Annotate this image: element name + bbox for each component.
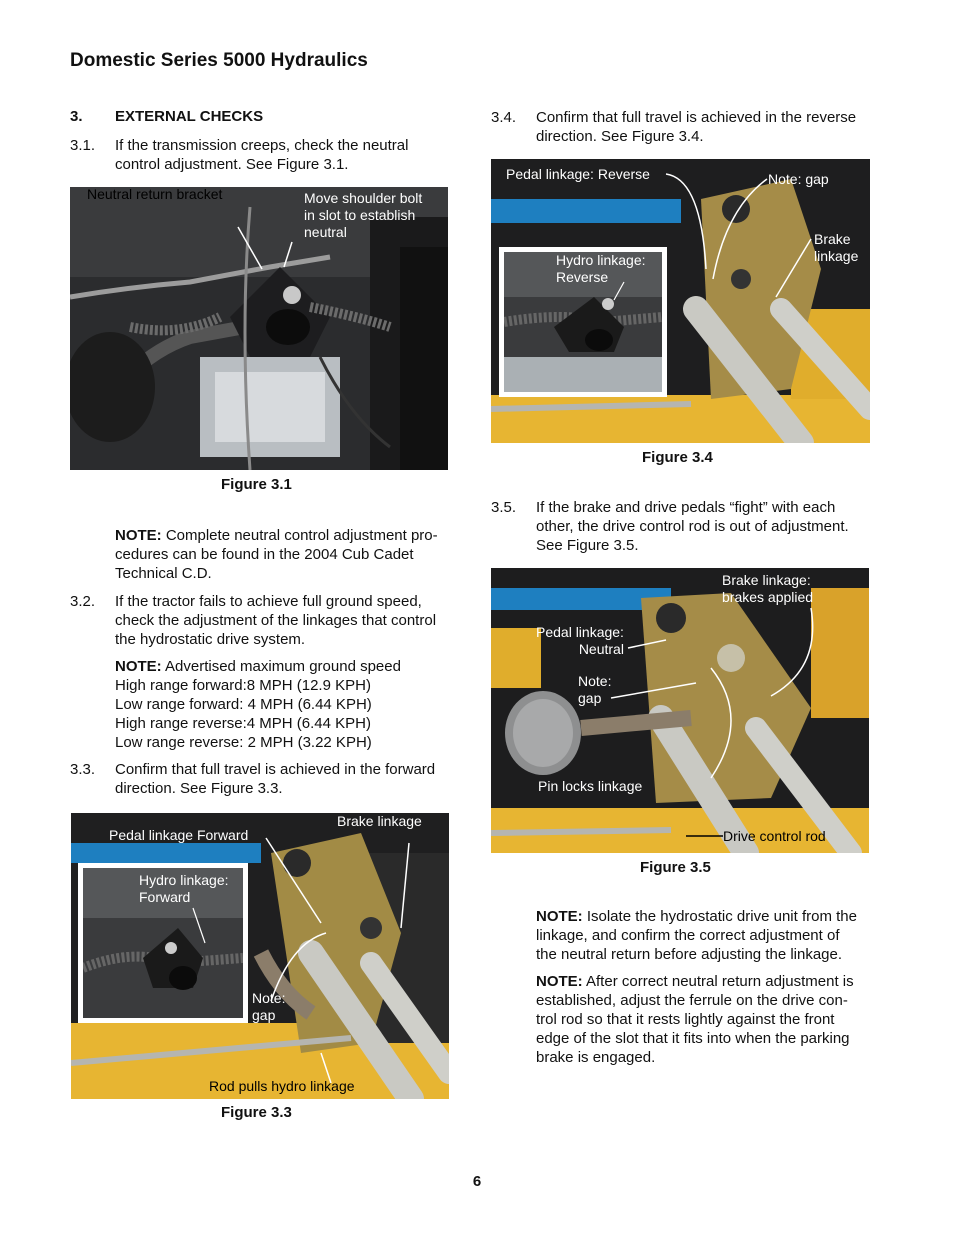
section-title: EXTERNAL CHECKS [115,108,264,125]
figure-3-1-photo [70,187,448,470]
figure-label: Move shoulder bolt in slot to establish neutral [304,190,423,240]
step-text: Confirm that full travel is achieved in the reverse direction. See Figure 3.4. [536,109,857,145]
figure-caption: Figure 3.4 [642,449,713,466]
step-text: If the brake and drive pedals “fight” with each other, the drive control rod is out of adjustment. See Figure 3.5. [536,499,849,554]
section-number: 3. [70,108,83,125]
figure-inset [499,247,667,397]
figure-label: Brake linkage: brakes applied [722,572,814,605]
figure-caption: Figure 3.1 [221,476,292,493]
figure-label: Note: gap [768,171,829,187]
speed-note: NOTE: Advertised maximum ground speed High range forward:8 MPH (12.9 KPH) Low range forward: 4 MPH (6.44 KPH) High range reverse:4 MPH (6.44 KPH) Low range reverse: 2 MPH (3.22 KPH) [115,658,401,751]
step-text: Confirm that full travel is achieved in the forward direction. See Figure 3.3. [115,761,436,797]
figure-inset [78,863,248,1023]
figure-label: Hydro linkage: Reverse [556,252,646,285]
step-number: 3.2. [70,593,96,610]
figure-label: Neutral return bracket [87,187,223,202]
figure-label: Note: gap [578,673,612,706]
figure-caption: Figure 3.5 [640,859,711,876]
step-number: 3.5. [491,499,517,516]
figure-caption: Figure 3.3 [221,1104,292,1121]
step-number: 3.1. [70,137,96,154]
figure-label: Brake linkage [337,813,422,829]
figure-label: Note: gap [252,990,286,1023]
figure-label: Rod pulls hydro linkage [209,1078,355,1094]
page-title: Domestic Series 5000 Hydraulics [70,50,368,71]
note-block: NOTE: Complete neutral control adjustment pro- cedures can be found in the 2004 Cub Cadet Technical C.D. [115,527,438,582]
note-block: NOTE: After correct neutral return adjustment is established, adjust the ferrule on the drive con- trol rod so that it rests lightly against the front edge of the slot that it fits into when the parking brake is engaged. [536,973,854,1066]
figure-label: Pedal linkage Forward [109,827,249,843]
page-number: 6 [472,1173,482,1190]
step-number: 3.4. [491,109,517,126]
figure-label: Pedal linkage: Reverse [506,166,650,182]
step-text: If the tractor fails to achieve full ground speed, check the adjustment of the linkages that control the hydrostatic drive system. [115,593,437,648]
figure-3-4-photo [491,159,870,443]
note-block: NOTE: Isolate the hydrostatic drive unit from the linkage, and confirm the correct adjustment of the neutral return before adjusting the linkage. [536,908,857,963]
figure-label: Drive control rod [723,828,826,844]
figure-3-5-photo [491,568,869,853]
figure-label: Pedal linkage: Neutral [536,624,624,657]
figure-label: Brake linkage [814,231,859,264]
figure-label: Hydro linkage: Forward [139,872,229,905]
figure-label: Pin locks linkage [538,778,643,794]
figure-3-3-photo [71,813,449,1099]
step-text: If the transmission creeps, check the neutral control adjustment. See Figure 3.1. [115,137,409,173]
step-number: 3.3. [70,761,96,778]
